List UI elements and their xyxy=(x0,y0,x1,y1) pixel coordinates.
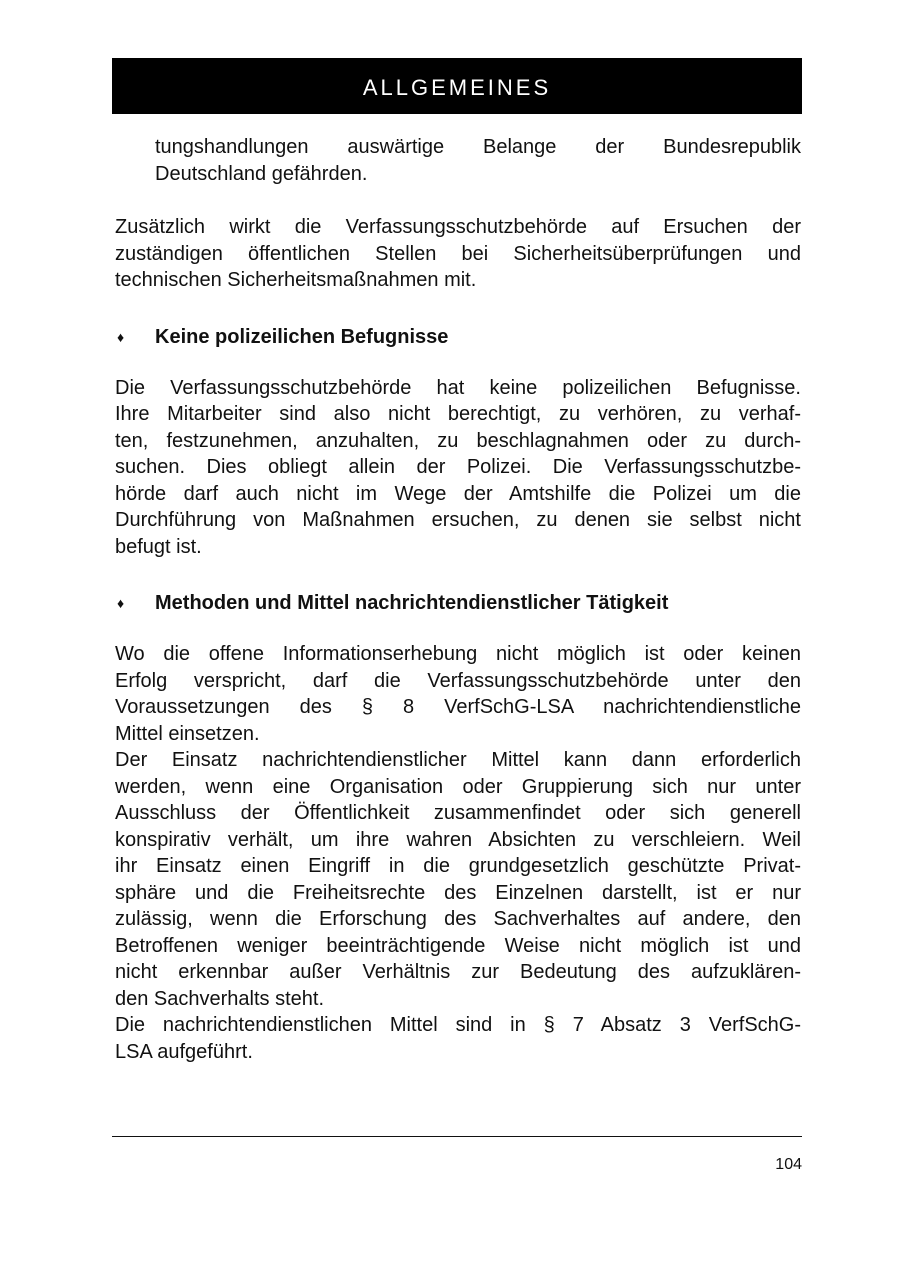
text-line: Deutschland gefährden. xyxy=(155,162,368,185)
text-line: Erfolg verspricht, darf die Verfassungsschutzbehörde unter den xyxy=(115,669,801,692)
additional-duties-paragraph xyxy=(115,214,801,294)
text-line: Ihre Mitarbeiter sind also nicht berechtigt, zu verhören, zu verhaf- xyxy=(115,403,801,425)
heading-text: Methoden und Mittel nachrichtendienstlicher Tätigkeit xyxy=(155,592,669,614)
section-header-title: ALLGEMEINES xyxy=(362,75,552,100)
methods-paragraph-1 xyxy=(115,641,801,747)
text-line: tungshandlungen auswärtige Belange der Bundesrepublik xyxy=(155,136,801,158)
text-line: sphäre und die Freiheitsrechte des Einzelnen darstellt, ist er nur xyxy=(115,881,801,904)
text-line: Der Einsatz nachrichtendienstlicher Mittel kann dann erforderlich xyxy=(115,749,801,771)
text-line: Mittel einsetzen. xyxy=(115,722,260,745)
text-line: Die nachrichtendienstlichen Mittel sind in § 7 Absatz 3 VerfSchG- xyxy=(115,1014,801,1036)
diamond-bullet-icon: ♦ xyxy=(117,328,125,345)
text-line: Wo die offene Informationserhebung nicht möglich ist oder keinen xyxy=(115,643,801,665)
text-line: Durchführung von Maßnahmen ersuchen, zu denen sie selbst nicht xyxy=(115,509,801,531)
text-line: Voraussetzungen des § 8 VerfSchG-LSA nachrichtendienstliche xyxy=(115,696,801,718)
text-line: ten, festzunehmen, anzuhalten, zu beschlagnahmen oder zu durch- xyxy=(115,429,801,452)
footer-divider xyxy=(112,1136,802,1137)
text-line: Betroffenen weniger beeinträchtigende Weise nicht möglich ist und xyxy=(115,934,801,957)
continuation-paragraph xyxy=(115,134,801,187)
text-line: hörde darf auch nicht im Wege der Amtshilfe die Polizei um die xyxy=(115,482,801,505)
text-line: suchen. Dies obliegt allein der Polizei. Die Verfassungsschutzbe- xyxy=(115,456,801,478)
text-line: nicht erkennbar außer Verhältnis zur Bedeutung des aufzuklären- xyxy=(115,961,801,983)
heading-text: Keine polizeilichen Befugnisse xyxy=(155,325,449,348)
text-line: befugt ist. xyxy=(115,535,202,558)
diamond-bullet-icon: ♦ xyxy=(117,595,125,611)
text-line: Ausschluss der Öffentlichkeit zusammenfindet oder sich generell xyxy=(115,802,801,824)
text-line: konspirativ verhält, um ihre wahren Absichten zu verschleiern. Weil xyxy=(115,828,801,851)
text-line: Die Verfassungsschutzbehörde hat keine polizeilichen Befugnisse. xyxy=(115,376,801,399)
text-line: LSA aufgeführt. xyxy=(115,1040,253,1063)
text-line: zuständigen öffentlichen Stellen bei Sicherheitsüberprüfungen und xyxy=(115,242,801,265)
text-line: zulässig, wenn die Erforschung des Sachverhaltes auf andere, den xyxy=(115,908,801,930)
section-header-bar xyxy=(112,58,802,114)
page-number: 104 xyxy=(775,1156,802,1173)
text-line: werden, wenn eine Organisation oder Gruppierung sich nur unter xyxy=(115,775,801,798)
text-line: Zusätzlich wirkt die Verfassungsschutzbehörde auf Ersuchen der xyxy=(115,216,801,238)
methods-paragraph-2 xyxy=(115,747,801,1012)
police-powers-paragraph xyxy=(115,375,801,561)
heading-police-powers xyxy=(115,324,801,350)
page-content xyxy=(115,134,801,1065)
text-line: den Sachverhalts steht. xyxy=(115,987,325,1010)
text-line: ihr Einsatz einen Eingriff in die grundgesetzlich geschützte Privat- xyxy=(115,855,801,877)
heading-intelligence-methods xyxy=(115,590,801,616)
methods-paragraph-3 xyxy=(115,1012,801,1065)
text-line: technischen Sicherheitsmaßnahmen mit. xyxy=(115,269,477,291)
